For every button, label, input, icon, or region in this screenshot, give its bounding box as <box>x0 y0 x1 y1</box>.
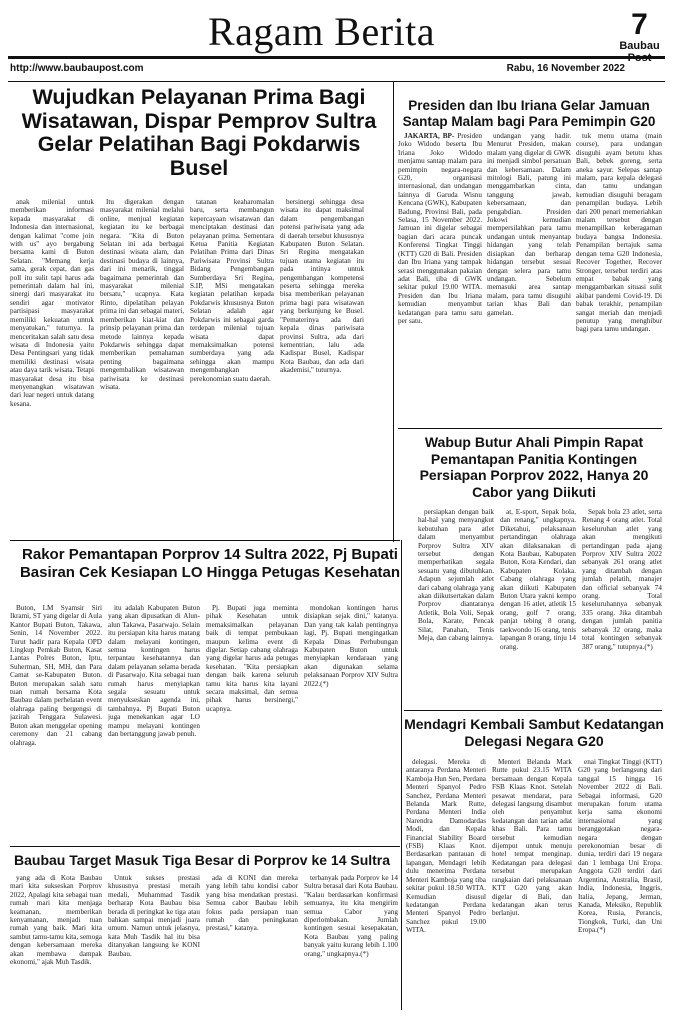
presiden-column-2 <box>487 132 571 422</box>
url-bar <box>8 56 665 82</box>
baubau-headline: Baubau Target Masuk Tiga Besar di Porprov ke 14 Sultra <box>14 852 391 868</box>
rakor-col4-text: mondokan kontingen harus disiapkan sejak dini," katanya. Dan yang tak kalah pentingnya lagi, Pj. Bupati mengingatkan Kepala Dinas Perhubungan Kabupaten Buton untuk menyiapkan kendaraan yang akan digunakan selama pelaksanaan Porprov XIV Sultra 2022.(*) <box>304 604 398 688</box>
rakor-col1-text: Buton, LM Syamsir Siri Ikrami, ST yang digelar di Aula Kantor Bupati Buton, Takawa, Senin, 14 November 2022. Turut hadir para Kepala OPD Lingkup Pemkab Buton, Kasat Lantas Polres Buton, Iptu, Suherman, SH, MH, dan Para Camat se-Kabupaten Buton. Buton merupakan salah satu tuan rumah bersama Kota Baubau dalam perhelatan event olahraga paling bergengsi di jazirah Tenggara Sulawesi. Buton akan menggelar opening ceremony dan 21 cabang olahraga. <box>10 604 102 747</box>
wabup-column-1 <box>418 508 494 708</box>
presiden-column-3 <box>576 132 662 422</box>
rakor-column-4 <box>304 604 398 840</box>
presiden-col1-text: Presiden Joko Widodo beserta Ibu Iriana Joko Widodo menjamu santap malam para pemimpin negara-negara G20, organisasi internasional, dan undangan lainnya di Garuda Wisnu Kencana (GWK), Kabupaten Badung, Provinsi Bali, pada Selasa, 15 November 2022. Jamuan ini digelar sebagai bagian dari acara puncak Konferensi Tingkat Tinggi (KTT) G20 di Bali. Presiden dan Ibu Iriana yang tampak serasi menggunakan pakaian adat Bali, tiba di GWK sekitar pukul 19.00 WITA. Presiden dan Ibu Iriana kemudian menyambut kedatangan para tamu satu per satu. <box>398 132 482 325</box>
baubau-col4-text: terbanyak pada Porprov ke 14 Sultra berasal dari Kota Baubau. "Kalau berdasarkan konfirmasi semuanya, itu kita mengirim semua Cabor yang diperlombakan. Jumlah kontingen sesuai kesepakatan, Kota Baubau yang paling banyak yaitu kurang lebih 1.100 orang," ungkapnya.(*) <box>304 874 398 958</box>
main-col1-text: anak milenial untuk memberikan informasi kepada masyarakat di Indonesia dan internasional, dengan kalimat "come join with us" ayo bergabung bersama kami di Buton Selatan. "Memang kerja sama, gerak cepat, dan gas poll itu sulit tapi harus ada pemerintah dalam hal ini, sinergi dari masyarakat itu sendiri agar motivator partisipasi masyarakat memiliki kekuatan untuk menyatukan," tuturnya. Ia menceritakan salah satu desa wisata di Indonesia yaitu Desa Pentingsari yang tidak memiliki destinasi wisata atau daya tarik wisata. Tetapi masyarakat desa itu bisa menyenangkan wisatawan dari luar negeri untuk datang kesana. <box>10 198 94 408</box>
mendagri-col1-text: delegasi. Mereka di antaranya Perdana Menteri Kamboja Hun Sen, Perdana Menteri Spanyol Pedro Sanchez, Perdana Menteri Belanda Mark Rutte, Perdana Menteri India Narendra Damodardas Modi, dan Kepala Financial Stability Board (FSB) Klaas Knot. Berdasarkan pantauan di lapangan, Mendagri lebih dulu menerima Perdana Menteri Kamboja yang tiba sekitar pukul 18.50 WITA. Kemudian disusul kedatangan Perdana Menteri Spanyol Pedro Sanchez pukul 19.00 WITA. <box>406 758 486 935</box>
baubau-column-2 <box>108 874 200 1012</box>
mendagri-column-2 <box>492 758 572 1012</box>
baubau-col2-text: Untuk sukses prestasi khususnya prestasi meraih medali, Muhammad Tasdik berharap Kota Baubau bisa berada di peringkat ke tiga atau bahkan sampai menjadi juara umum. Namun untuk jelasnya, kata Muh Tasdik hal itu bisa ditanyakan langsung ke KONI Baubau. <box>108 874 200 958</box>
main-col2-text: Itu digerakan dengan masyarakat milenial melalui online, menjual kegiatan kegiatan itu ke berbagai negara. "Kita di Buton Selatan ini ada berbagai destinasi wisata alam, dan destinasi budaya di lainnya, dari ini menarik, tinggal bagaimana pemerintah dan masyarakat milenial bersatu," ucapnya. Kata Rinto, dipelatihan pelayan prima ini dan sebagai materi, memberikan kiat-kiat dan prinsip pelayanan prima dan metode lainnya kepada Pokdarwis sehingga dapat memberikan pemahaman penting bagaimana mengembalikan wisatawan pariwisata ke destinasi wisata. <box>100 198 184 391</box>
masthead-title: Ragam Berita <box>208 9 436 54</box>
wabup-col3-text: Sepak bola 23 atlet, serta Renang 4 orang atlet. Total keseluruhan atlet yang akan mengikuti pertandingan pada ajang Porprov XIV Sultra 2022 sebanyak 261 orang atlet yang ditambah dengan jumlah pelatih, manajer dan official sebanyak 74 orang. Total keseluruhannya sebanyak 335 orang. Jika ditambah dengan jumlah panitia sebanyak 32 orang, maka total kontingen sebanyak 387 orang," tutupnya.(*) <box>582 508 662 651</box>
baubau-col3-text: ada di KONI dan mereka yang lebih tahu kondisi cabor yang bisa mendatkan prestasi. Semua cabor Baubau lebih fokus pada persiapan tuan rumah dan peningkatan prestasi," katanya. <box>206 874 298 933</box>
issue-date: Rabu, 16 November 2022 <box>506 63 625 74</box>
wabup-column-3 <box>582 508 662 708</box>
main-column-3 <box>190 198 274 538</box>
rakor-col2-text: itu adalah Kabupaten Buton yang akan dipusatkan di Alun-alun Takawa, Pasarwajo. Selain itu persiapan kita harus matang dalam melayani kontingen, semua kontingen harus terpantau kesehatannya dan dalam pelayanan selama berada di Pasarwajo. Kita sebagai tuan rumah harus menyiapkan segala sesuatu untuk menyukseskan agenda ini, tambahnya. Pj Bupati Buton juga menekankan agar LO mampu melayani kontingen dan bertanggung jawab penuh. <box>108 604 200 739</box>
presiden-headline: Presiden dan Ibu Iriana Gelar Jamuan Santap Malam bagi Para Pemimpin G20 <box>402 98 656 129</box>
publisher-name: Baubau Post <box>619 40 660 64</box>
presiden-dateline: JAKARTA, BP- <box>404 132 455 140</box>
main-col4-text: bersinergi sehingga desa wisata itu dapat maksimal dalam pengembangan potensi pariwisata yang ada di daerah tersebut khususnya Kabupaten Buton Selatan. Sri Regina mengatakan tujuan utama kegiatan itu pada intinya untuk pengembangan kompetensi peserta sehingga mereka bisa memberikan pelayanan prima bagi para wisatawan yang berkunjung ke Busel. "Pematerinya ada dari kepala dinas pariwisata provinsi Sultra, ada dari kementrian, lalu ada Kadispar Busel, Kadispar Kota Baubau, dan ada dari akademisi," tuturnya. <box>280 198 364 375</box>
presiden-col3-text: tuk menu utama (main course), para undangan disuguhi ayam betutu khas Bali, bebek goreng, serta aneka sayur. Selepas santap malam, para kepala delegasi dan tamu undangan kemudian disuguhi beragam penampilan budaya. Lebih dari 200 penari memeriahkan malam tersebut dengan menampilkan keberagaman budaya bangsa Indonesia. Penampilan bertajuk sama dengan tema G20 Indonesia, Recover Together, Recover Stronger, tersebut terdiri atas empat babak yang menggambarkan situasi sulit akibat pandemi Covid-19. Di babak terakhir, penampilan sangat meriah dan menjadi penutup yang menghibur bagi para tamu undangan. <box>576 132 662 334</box>
baubau-column-3 <box>206 874 298 1012</box>
rakor-headline: Rakor Pemantapan Porprov 14 Sultra 2022, Pj Bupati Basiran Cek Kesiapan LO Hingga Petugas Kesehatan <box>19 546 401 581</box>
wabup-headline: Wabup Butur Ahali Pimpin Rapat Pemantapan Panitia Kontingen Persiapan Porprov 2022, Hanya 20 Cabor yang Diikuti <box>419 434 649 500</box>
rakor-column-2 <box>108 604 200 840</box>
main-col3-text: tatanan keaharomalan baru, serta membangun kepercayaan wisatawan dan menciptakan destinasi dan pelayanan prima. Sementara Ketua Panitia Kegiatan Pelatihan Prima dari Dinas Pariwisata Provinsi Sultra Bidang Pengembangan Sumberdaya Sri Regina, S.IP, MSi mengatakan kegiatan pelatihan kepada Pokdarwis khususnya Buton Selatan adalah agar Pokdarwis ini sebagai garda terdepan milenial tujuan wisata dapat memaksimalkan potensi sumberdaya yang ada sehingga akan mampu mengembangkan perekonomian suatu daerah. <box>190 198 274 383</box>
section-divider <box>10 846 400 847</box>
rakor-column-3 <box>206 604 298 840</box>
column-divider <box>393 82 394 542</box>
mendagri-col3-text: enai Tingkat Tinggi (KTT) G20 yang berlangsung dari tanggal 15 hingga 16 November 2022 di Bali. Sebagai informasi, G20 merupakan forum utama kerja sama ekonomi internasional yang beranggotakan negara-negara dengan perekonomian besar di dunia, terdiri dari 19 negara dan 1 lembaga Uni Eropa. Anggota G20 terdiri dari Argentina, Australia, Brasil, India, Indonesia, Inggris, Italia, Jepang, Jerman, Kanada, Meksiko, Republik Korea, Rusia, Perancis, Tiongkok, Turki, dan Uni Eropa.(*) <box>578 758 662 935</box>
baubau-column-4 <box>304 874 398 1012</box>
wabup-col1-text: persiapkan dengan baik hal-hal yang menyangkut kebutuhan para atlet dalam menyambut Porprov Sultra XIV tersebut dengan memperhatikan segala sesuatu yang dibutuhkan. Adapun sejumlah atlet dari cabang olahraga yang akan diikutsertakan dalam Porprov diantaranya Atletik, Bola Voli, Sepak Bola, Karate, Pencak Silat, Panahan, Tenis Meja, dan cabang lainnya. <box>418 508 494 643</box>
baubau-column-1 <box>10 874 102 1012</box>
mendagri-col2-text: Menteri Belanda Mark Rutte pukul 23.15 WITA bersamaan dengan Kepala FSB Klaas Knot. Setelah pesawat mendarat, para delegasi langsung disambut oleh penyambut kedatangan dan tarian adat khas Bali. Para tamu tersebut kemudian dijemput untuk menuju hotel tempat menginap. Kedatangan para delegasi tersebut merupakan rangkaian dari pelaksanaan KTT G20 yang akan digelar di Bali, dan kedatangan akan terus berlanjut. <box>492 758 572 918</box>
section-divider <box>398 428 662 429</box>
section-divider <box>10 540 400 541</box>
presiden-col2-text: undangan yang hadir. Menurut Presiden, makan malam yang digelar di GWK ini menjadi simbol persatuan dan kebersamaan. Dalam mitologi Bali, patung ini menggambarkan cinta, tanggung jawab, kebersamaan, dan pengabdian. Presiden Jokowi kemudian mempersilahkan para tamu undangan untuk menyantap hidangan yang telah disiapkan dan berharap hidangan tersebut sesuai dengan selera para tamu undangan. Sebelum memasuki area santap malam, para tamu disuguhi tarian khas Bali dan gamelan. <box>487 132 571 317</box>
column-divider <box>401 540 402 1010</box>
main-column-2 <box>100 198 184 538</box>
presiden-column-1 <box>398 132 482 422</box>
mendagri-headline: Mendagri Kembali Sambut Kedatangan Delegasi Negara G20 <box>404 716 664 749</box>
page-number: 7 <box>631 8 648 41</box>
section-divider <box>404 710 662 711</box>
main-column-1 <box>10 198 94 538</box>
main-headline: Wujudkan Pelayanan Prima Bagi Wisatawan, Dispar Pemprov Sultra Gelar Pelatihan Bagi Pokdarwis Busel <box>21 85 377 180</box>
wabup-col2-text: at, E-sport, Sepak bola, dan renang," ungkapnya. Diketahui, pelaksanaan pertandingan olahraga akan dilaksanakan di Kota Baubau, Kabupaten Buton, Kota Kendari, dan Kabupaten Kolaka. Cabang olahraga yang akan diikuti Kabupaten Buton Utara yakni kempo dengan 16 atlet, atletik 15 orang, golf 7 orang, panjat tebing 8 orang, taekwondo 16 orang, tenis lapangan 8 orang, tinju 14 orang. <box>500 508 576 651</box>
mendagri-column-3 <box>578 758 662 1012</box>
wabup-column-2 <box>500 508 576 708</box>
rakor-col3-text: Pj. Bupati juga meminta pihak Kesehatan untuk memaksimalkan pelayanan baik di tempat pembukaan maupun kelima event di digelar. Setiap cabang olahraga yang digelar harus ada petugas kesehatan. "Kita persiapkan dengan baik karena seluruh tamu kita harus kita layani secara maksimal, dan semua pihak harus bersinergi," ucapnya. <box>206 604 298 713</box>
website-url[interactable]: http://www.baubaupost.com <box>10 63 144 74</box>
rakor-column-1 <box>10 604 102 840</box>
main-column-4 <box>280 198 364 538</box>
mendagri-column-1 <box>406 758 486 1012</box>
baubau-col1-text: yang ada di Kota Baubau mari kita sukseskan Porprov 2022, Apalagi kita sebagai tuan rumah mari kita menjaga keamanan, memberikan kenyamanan, menjadi tuan rumah yang baik. Mari kita sambut tamu-tamu kita, semoga dengan kebersamaan mereka akan membawa dampak ekonomi," ajak Muh Tasdik. <box>10 874 102 967</box>
